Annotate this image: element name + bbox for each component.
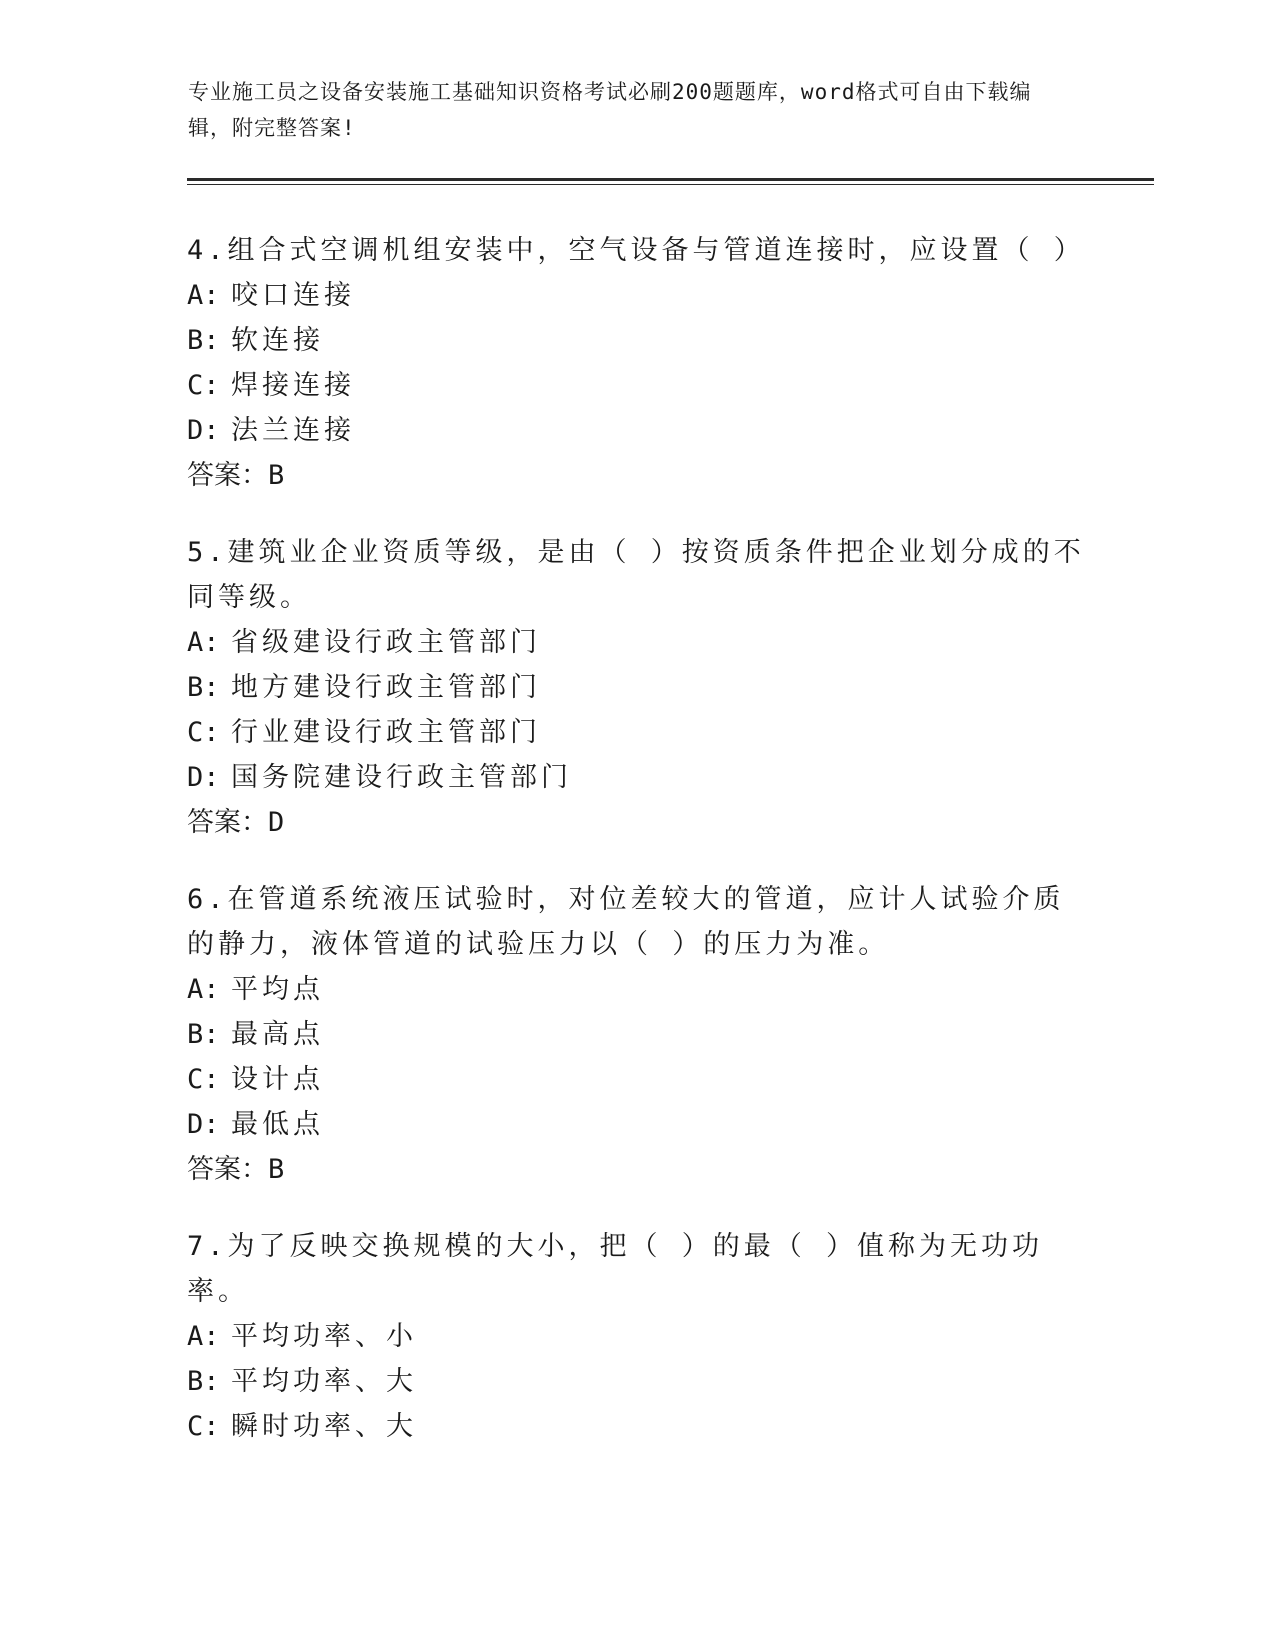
answer-label: 答案： (187, 807, 268, 838)
question-7 (187, 1224, 1087, 1449)
option-text: 焊接连接 (231, 370, 355, 401)
question-list (187, 228, 1087, 1481)
option-key: B: (187, 1366, 220, 1397)
answer-line (187, 800, 1087, 845)
option-a (187, 620, 1087, 665)
option-text: 咬口连接 (231, 280, 355, 311)
option-key: A: (187, 1321, 220, 1352)
header-divider (187, 178, 1154, 181)
question-6 (187, 877, 1087, 1192)
option-text: 国务院建设行政主管部门 (231, 762, 572, 793)
option-key: B: (187, 1019, 220, 1050)
option-text: 法兰连接 (231, 415, 355, 446)
option-text: 平均功率、大 (231, 1366, 417, 1397)
option-text: 最低点 (231, 1109, 324, 1140)
option-key: A: (187, 974, 220, 1005)
option-c (187, 710, 1087, 755)
option-key: A: (187, 627, 220, 658)
option-text: 地方建设行政主管部门 (231, 672, 541, 703)
option-b (187, 318, 1087, 363)
option-d (187, 408, 1087, 453)
option-a (187, 273, 1087, 318)
option-text: 设计点 (231, 1064, 324, 1095)
question-stem: 5.建筑业企业资质等级，是由（ ）按资质条件把企业划分成的不同等级。 (187, 537, 1085, 613)
document-title: 专业施工员之设备安装施工基础知识资格考试必刷200题题库，word格式可自由下载编辑，附完整答案! (188, 80, 1032, 140)
answer-value: B (268, 460, 285, 491)
answer-value: D (268, 807, 285, 838)
answer-line (187, 1147, 1087, 1192)
option-text: 软连接 (231, 325, 324, 356)
option-text: 最高点 (231, 1019, 324, 1050)
answer-value: B (268, 1154, 285, 1185)
option-a (187, 1314, 1087, 1359)
option-c (187, 363, 1087, 408)
option-text: 瞬时功率、大 (231, 1411, 417, 1442)
option-b (187, 1012, 1087, 1057)
option-key: D: (187, 415, 220, 446)
option-key: C: (187, 717, 220, 748)
option-a (187, 967, 1087, 1012)
option-key: D: (187, 762, 220, 793)
option-key: B: (187, 672, 220, 703)
option-b (187, 665, 1087, 710)
header-divider-thin (187, 184, 1154, 185)
option-key: C: (187, 1411, 220, 1442)
option-key: C: (187, 1064, 220, 1095)
answer-label: 答案： (187, 460, 268, 491)
question-stem: 6.在管道系统液压试验时，对位差较大的管道，应计人试验介质的静力，液体管道的试验压力以（ ）的压力为准。 (187, 884, 1065, 960)
answer-line (187, 453, 1087, 498)
question-5 (187, 530, 1087, 845)
question-4 (187, 228, 1087, 498)
option-text: 行业建设行政主管部门 (231, 717, 541, 748)
option-key: D: (187, 1109, 220, 1140)
question-stem: 4.组合式空调机组安装中，空气设备与管道连接时，应设置（ ） (187, 235, 1085, 266)
option-c (187, 1404, 1087, 1449)
option-d (187, 1102, 1087, 1147)
option-c (187, 1057, 1087, 1102)
question-stem: 7.为了反映交换规模的大小，把（ ）的最（ ）值称为无功功率。 (187, 1231, 1044, 1307)
option-key: A: (187, 280, 220, 311)
option-b (187, 1359, 1087, 1404)
option-key: B: (187, 325, 220, 356)
option-text: 平均功率、小 (231, 1321, 417, 1352)
option-text: 省级建设行政主管部门 (231, 627, 541, 658)
answer-label: 答案： (187, 1154, 268, 1185)
option-key: C: (187, 370, 220, 401)
option-text: 平均点 (231, 974, 324, 1005)
option-d (187, 755, 1087, 800)
